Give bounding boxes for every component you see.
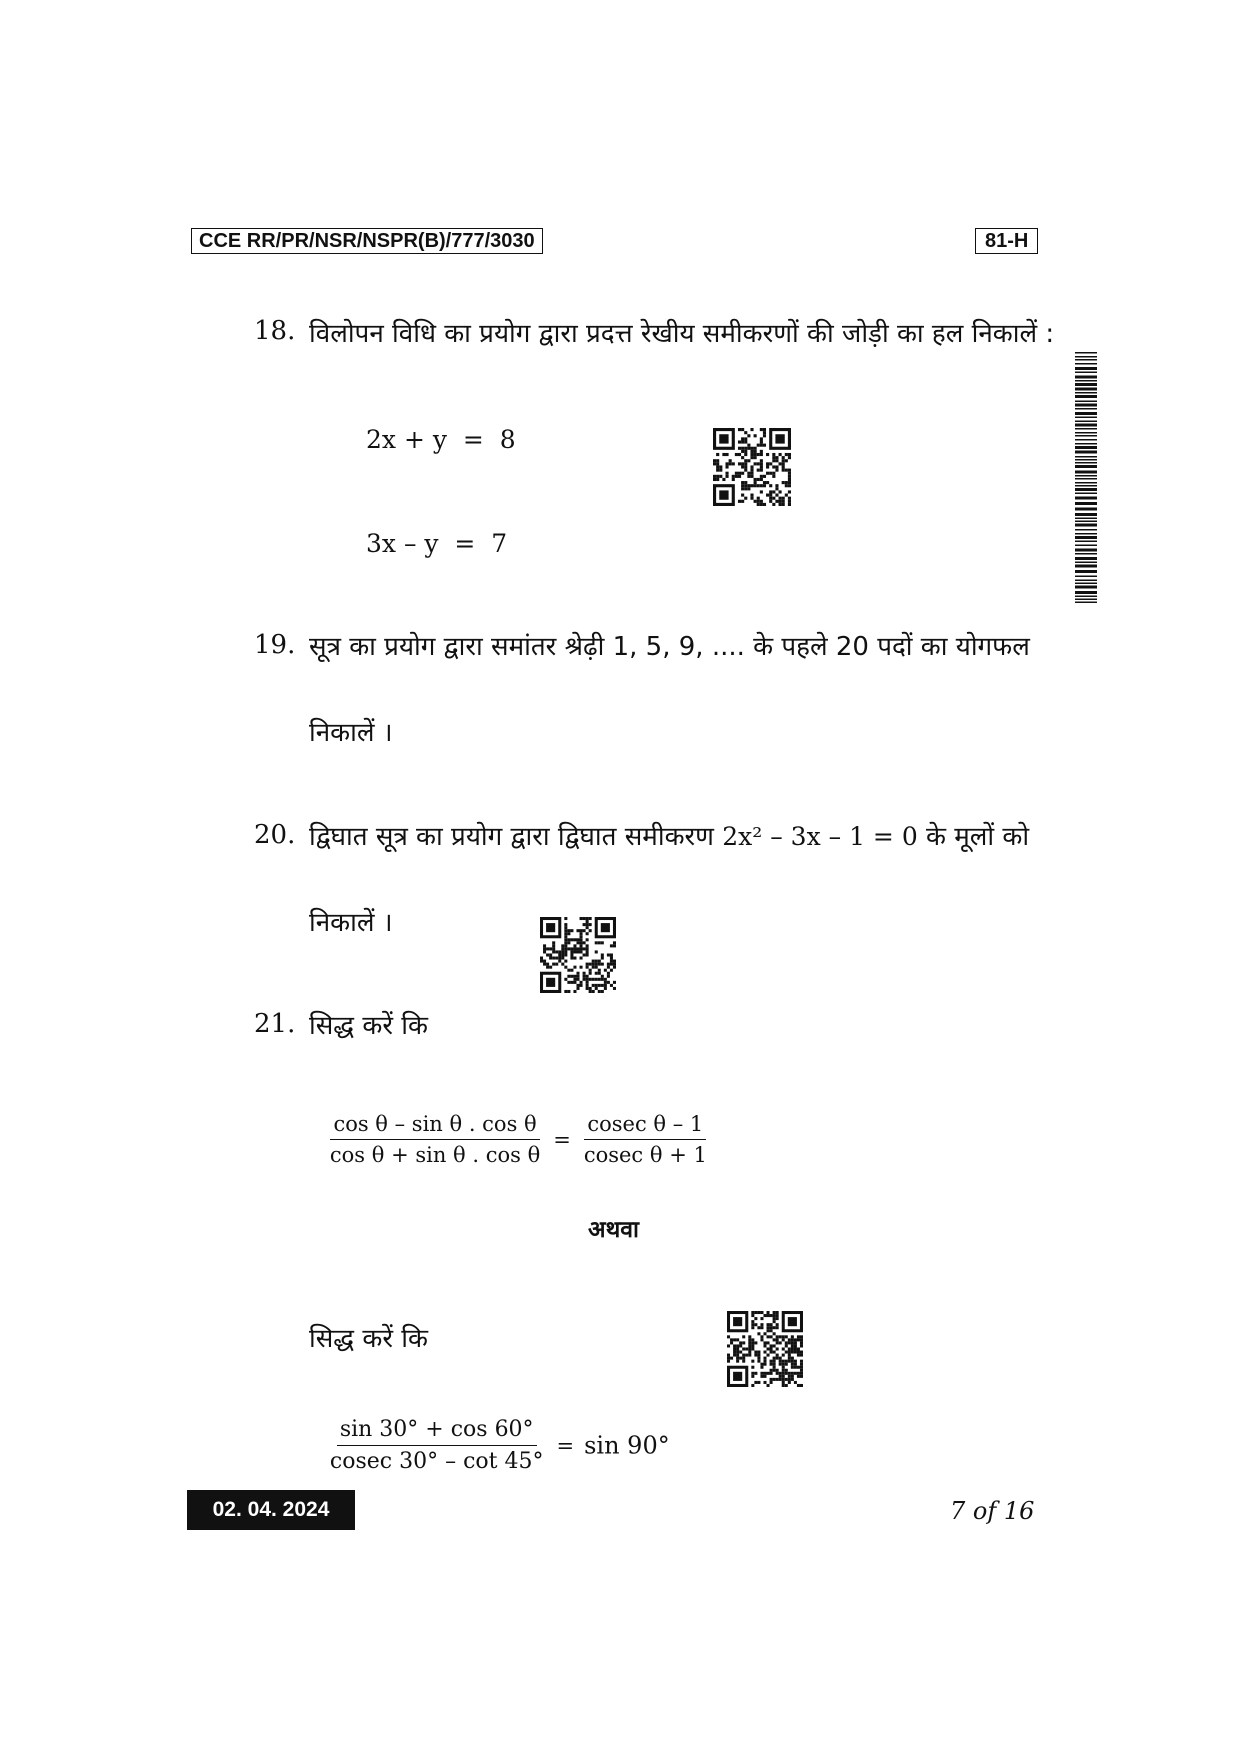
qr-code-q20	[540, 917, 616, 993]
qr-code-q21	[727, 1311, 803, 1387]
identity-lhs-numerator: cos θ – sin θ . cos θ	[330, 1112, 539, 1140]
question-20-suffix: के मूलों को	[926, 822, 1030, 852]
trig-identity	[311, 1083, 710, 1167]
question-number-19: 19.	[254, 630, 296, 660]
equation-2-lhs: 3x – y	[366, 529, 439, 558]
question-18-text: विलोपन विधि का प्रयोग द्वारा प्रदत्त रेखीय समीकरणों की जोड़ी का हल निकालें :	[309, 319, 1055, 349]
question-19-line1: सूत्र का प्रयोग द्वारा समांतर श्रेढ़ी 1, 5, 9, .... के पहले 20 पदों का योगफल	[309, 632, 1030, 662]
question-number-18: 18.	[254, 316, 296, 346]
qr-code-q18	[713, 428, 791, 506]
alt-trig-identity	[311, 1388, 670, 1474]
prove-label: सिद्ध करें कि	[309, 1011, 428, 1041]
equation-1-lhs: 2x + y	[366, 425, 447, 454]
alt-prove-label: सिद्ध करें कि	[309, 1324, 428, 1354]
question-20-line1	[309, 817, 1029, 853]
page-number: 7 of 16	[950, 1497, 1035, 1525]
identity-rhs-denominator: cosec θ + 1	[583, 1143, 707, 1167]
barcode-image	[1075, 352, 1097, 604]
exam-code: CCE RR/PR/NSR/NSPR(B)/777/3030	[191, 228, 543, 254]
alt-identity-lhs-fraction	[327, 1417, 547, 1474]
exam-date: 02. 04. 2024	[187, 1490, 355, 1530]
equation-1: 2x + y = 8	[366, 425, 516, 454]
alt-identity-denominator: cosec 30° – cot 45°	[329, 1449, 544, 1474]
alt-identity-rhs: sin 90°	[584, 1431, 670, 1460]
identity-equals: =	[553, 1127, 571, 1152]
question-19-line2: निकालें ।	[309, 718, 393, 748]
question-20-line2: निकालें ।	[309, 908, 393, 938]
question-number-20: 20.	[254, 820, 296, 850]
equation-1-rhs: 8	[499, 425, 516, 454]
identity-rhs-fraction	[581, 1112, 710, 1167]
identity-lhs-denominator: cos θ + sin θ . cos θ	[329, 1143, 541, 1167]
alt-identity-numerator: sin 30° + cos 60°	[337, 1417, 537, 1446]
equation-2: 3x – y = 7	[366, 529, 508, 558]
equation-2-rhs: 7	[491, 529, 508, 558]
question-20-prefix: द्विघात सूत्र का प्रयोग द्वारा द्विघात समीकरण	[309, 822, 714, 852]
identity-rhs-numerator: cosec θ – 1	[584, 1112, 706, 1140]
alt-identity-equals: =	[556, 1433, 575, 1458]
identity-lhs-fraction	[327, 1112, 543, 1167]
or-label: अथवा	[588, 1217, 640, 1243]
question-number-21: 21.	[254, 1009, 296, 1039]
quadratic-equation: 2x² – 3x – 1 = 0	[722, 822, 918, 851]
paper-code: 81-H	[975, 228, 1038, 254]
